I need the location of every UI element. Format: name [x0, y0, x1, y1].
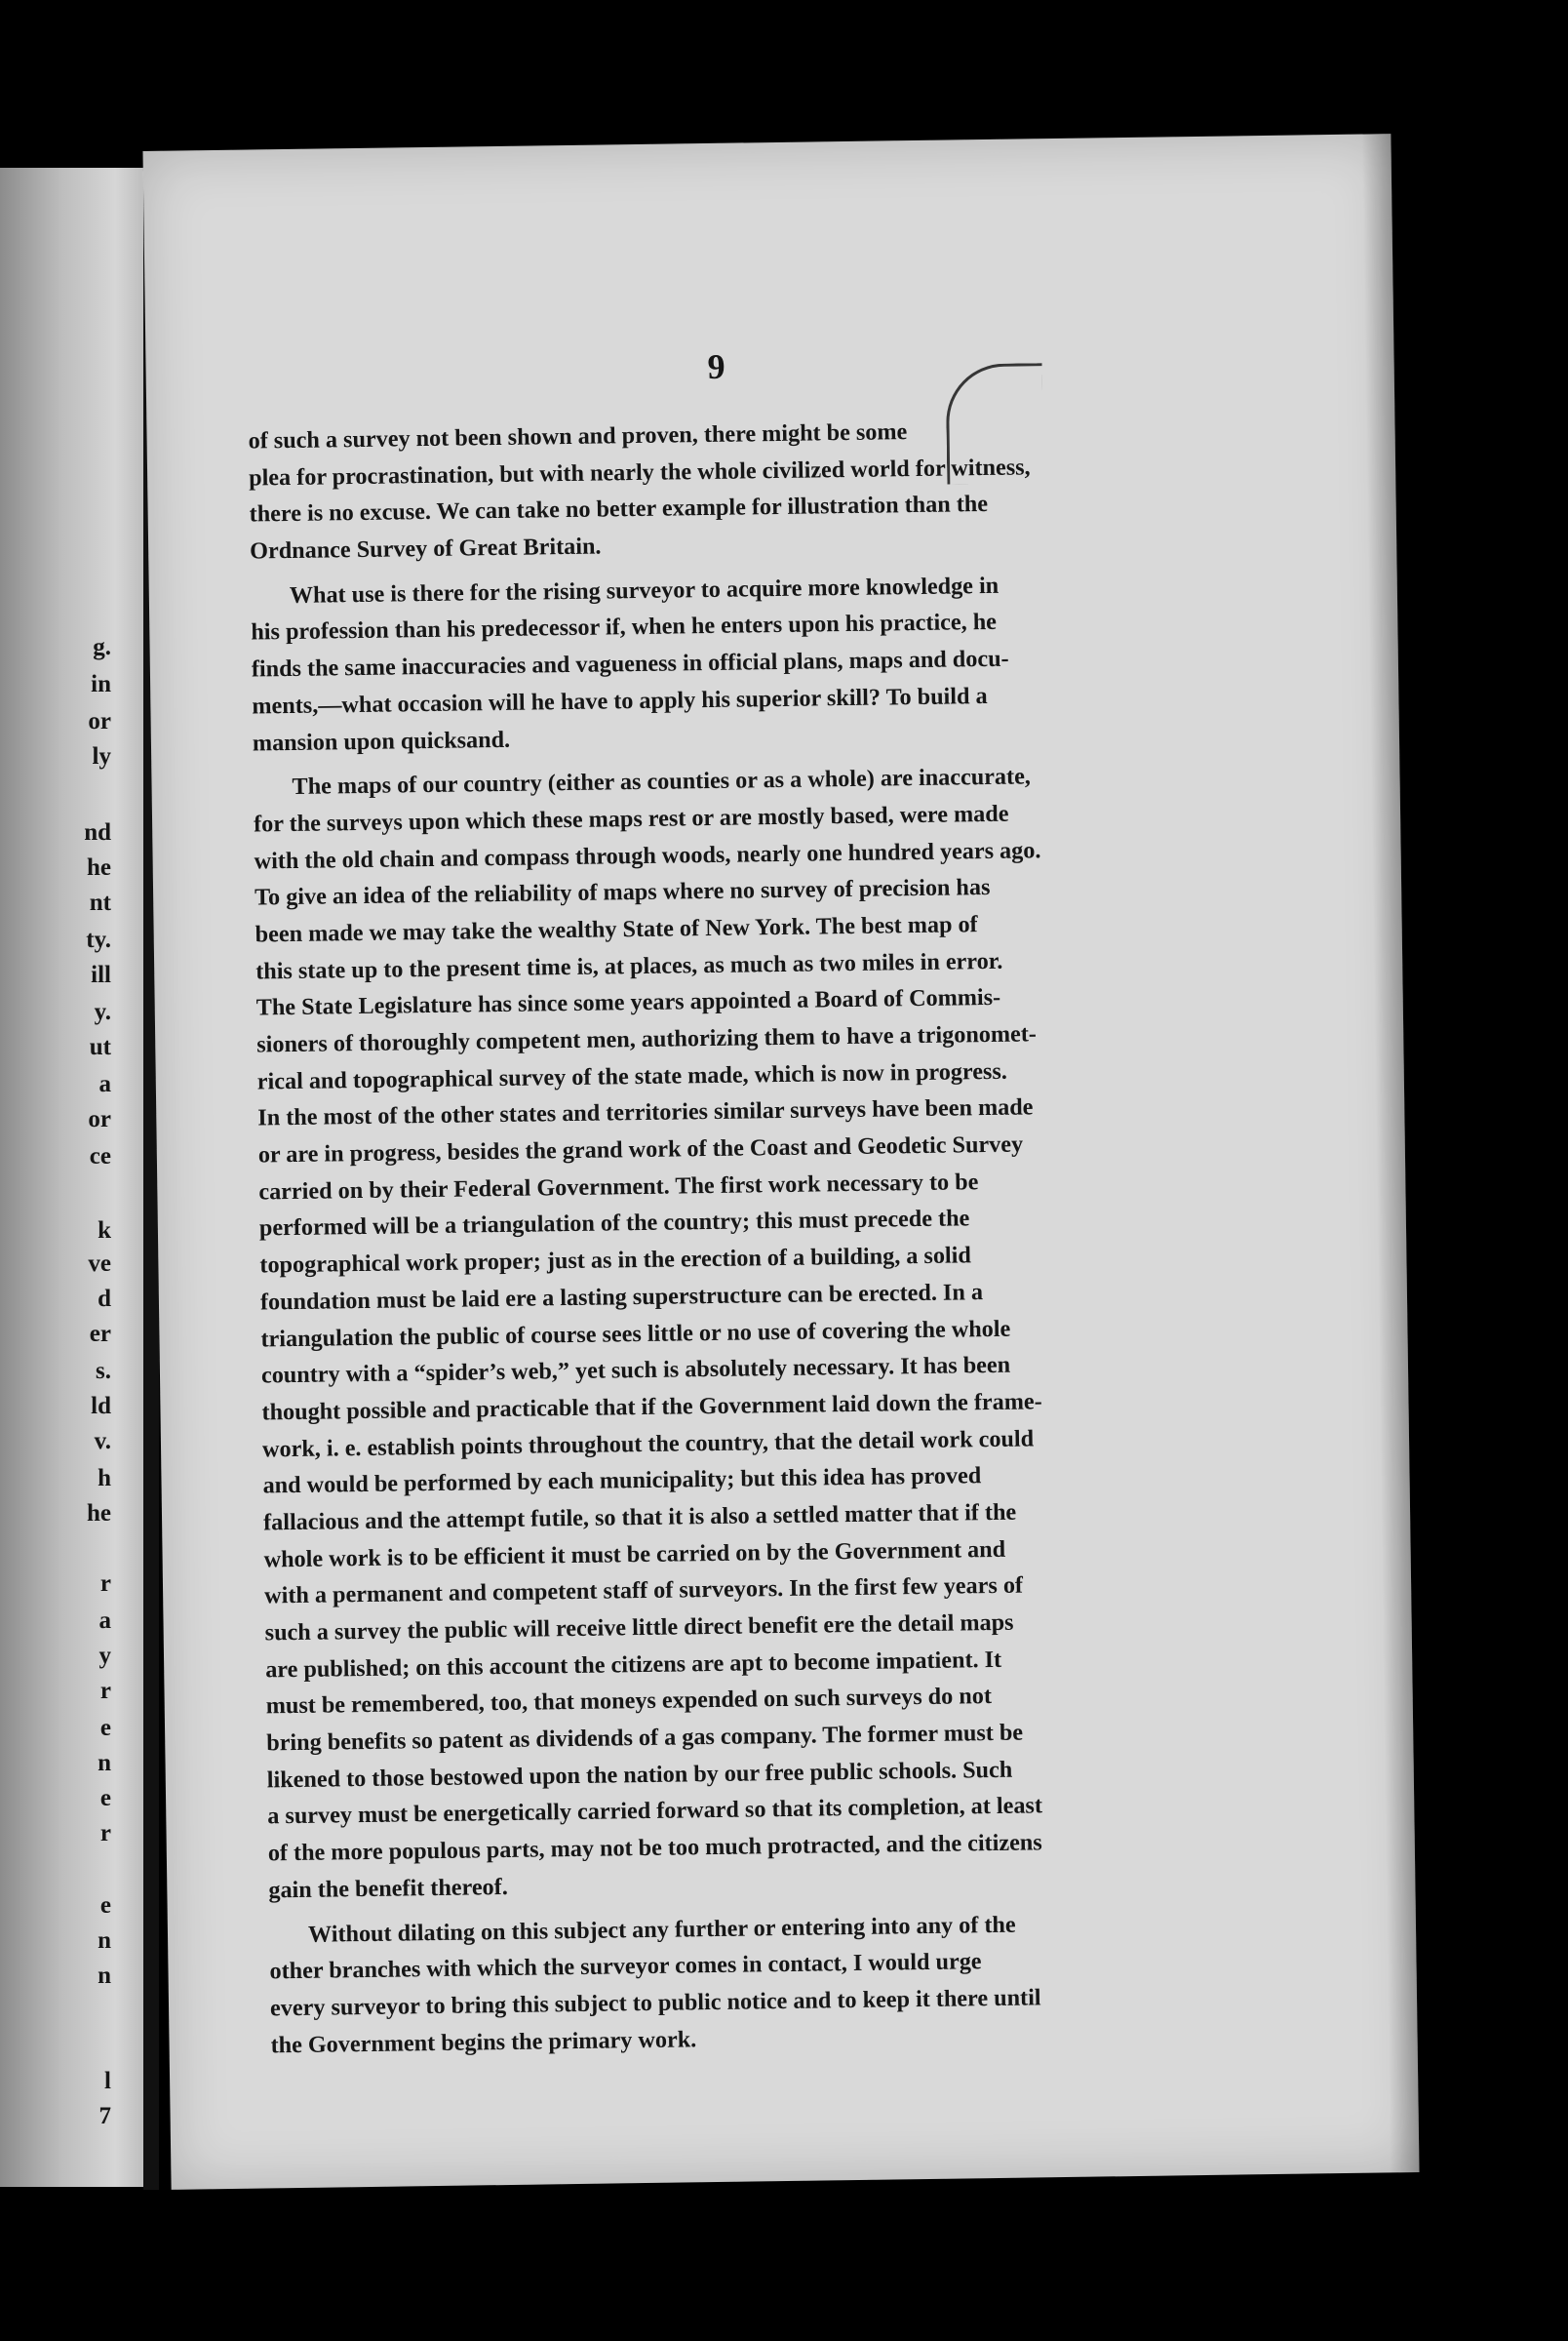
- facing-page-fragment: n: [98, 1927, 111, 1954]
- facing-page-fragment: ld: [91, 1393, 111, 1419]
- text-line: finds the same inaccuracies and vagueness in official plans, maps and docu-: [251, 645, 1009, 683]
- text-line: a survey must be energetically carried forward so that its completion, at least: [267, 1792, 1043, 1830]
- text-line: plea for procrastination, but with nearly the whole civilized world for witness,: [248, 454, 1031, 492]
- text-line: carried on by their Federal Government. The first work necessary to be: [258, 1168, 979, 1206]
- text-line: every surveyor to bring this subject to public notice and to keep it there until: [269, 1984, 1041, 2022]
- text-line: thought possible and practicable that if the Government laid down the frame-: [261, 1388, 1042, 1426]
- facing-page-fragment: a: [98, 1607, 111, 1634]
- text-line: Without dilating on this subject any further or entering into any of the: [307, 1911, 1016, 1948]
- text-line: What use is there for the rising surveyor to acquire more knowledge in: [289, 572, 1000, 609]
- facing-page-fragment: n: [98, 1750, 111, 1776]
- text-line: other branches with which the surveyor comes in contact, I would urge: [269, 1948, 982, 1985]
- text-line: and would be performed by each municipality; but this idea has proved: [262, 1462, 982, 1499]
- text-line: Ordnance Survey of Great Britain.: [250, 533, 602, 565]
- facing-page-fragment: a: [98, 1071, 111, 1097]
- text-line: or are in progress, besides the grand work of the Coast and Geodetic Survey: [257, 1131, 1024, 1169]
- text-line: likened to those bestowed upon the nation by our free public schools. Such: [266, 1756, 1013, 1794]
- text-line: ments,—what occasion will he have to apply his superior skill? To build a: [252, 682, 988, 720]
- book-page: [142, 134, 1419, 2190]
- text-line: for the surveys upon which these maps rest or are mostly based, were made: [253, 800, 1009, 838]
- text-line: fallacious and the attempt futile, so that it is also a settled matter that if the: [262, 1498, 1017, 1536]
- facing-page-fragment: he: [87, 1500, 111, 1527]
- facing-page-fragment: ly: [92, 743, 111, 770]
- text-line: The maps of our country (either as counties or as a whole) are inaccurate,: [292, 763, 1032, 801]
- facing-page-fragment: y: [98, 1643, 111, 1669]
- facing-page-fragment: r: [99, 1820, 111, 1846]
- facing-page-fragment: nd: [84, 819, 111, 846]
- text-line: country with a “spider’s web,” yet such is absolutely necessary. It has been: [260, 1351, 1011, 1389]
- facing-page-edge: [0, 168, 154, 2187]
- page-shadow: [1361, 134, 1419, 2172]
- facing-page-fragment: g.: [93, 634, 111, 660]
- text-line: triangulation the public of course sees little or no use of covering the whole: [260, 1315, 1011, 1352]
- text-line: the Government begins the primary work.: [270, 2025, 697, 2058]
- text-line: of such a survey not been shown and proven, there might be some: [248, 418, 908, 455]
- facing-page-fragment: y.: [94, 999, 111, 1025]
- facing-page-fragment: or: [88, 708, 111, 734]
- text-line: whole work is to be efficient it must be carried on by the Government and: [263, 1535, 1006, 1573]
- text-line: with a permanent and competent staff of surveyors. In the first few years of: [263, 1571, 1024, 1609]
- text-line: To give an idea of the reliability of maps where no survey of precision has: [254, 874, 991, 911]
- text-line: foundation must be laid ere a lasting superstructure can be erected. In a: [259, 1278, 984, 1316]
- text-line: In the most of the other states and territories similar surveys have been made: [257, 1093, 1034, 1131]
- facing-page-fragment: he: [87, 854, 111, 881]
- facing-page-fragment: or: [88, 1106, 111, 1132]
- facing-page-fragment: ty.: [86, 927, 111, 953]
- text-line: topographical work proper; just as in the erection of a building, a solid: [259, 1242, 972, 1279]
- text-line: mansion upon quicksand.: [252, 726, 511, 757]
- text-line: this state up to the present time is, at places, as much as two miles in error.: [255, 947, 1003, 985]
- body-text: [248, 410, 1196, 2063]
- facing-page-fragment: e: [99, 1892, 111, 1919]
- text-line: bring benefits so patent as dividends of a gas company. The former must be: [266, 1719, 1024, 1757]
- facing-page-fragment: s.: [96, 1358, 111, 1384]
- text-line: of the more populous parts, may not be too much protracted, and the citizens: [267, 1829, 1042, 1867]
- text-line: such a survey the public will receive little direct benefit ere the detail maps: [264, 1608, 1014, 1647]
- text-line: rical and topographical survey of the state made, which is now in progress.: [256, 1057, 1008, 1095]
- facing-page-fragment: k: [98, 1217, 111, 1244]
- facing-page-fragment: d: [98, 1286, 111, 1312]
- text-line: sioners of thoroughly competent men, authorizing them to have a trigonomet-: [256, 1020, 1038, 1058]
- facing-page-fragment: 7: [98, 2103, 111, 2129]
- facing-page-fragment: ce: [89, 1143, 111, 1170]
- text-line: must be remembered, too, that moneys expended on such surveys do not: [265, 1683, 993, 1720]
- text-line: performed will be a triangulation of the country; this must precede the: [258, 1205, 970, 1242]
- text-line: with the old chain and compass through woods, nearly one hundred years ago.: [254, 836, 1041, 875]
- text-line: gain the benefit thereof.: [268, 1873, 508, 1904]
- facing-page-fragment: l: [104, 2068, 111, 2094]
- text-line: his profession than his predecessor if, when he enters upon his practice, he: [251, 609, 998, 646]
- facing-page-fragment: ut: [89, 1034, 111, 1060]
- page-number: 9: [707, 346, 725, 386]
- facing-page-fragment: h: [98, 1465, 111, 1491]
- text-line: The State Legislature has since some years appointed a Board of Commis-: [255, 984, 1001, 1021]
- text-line: are published; on this account the citizens are apt to become impatient. It: [265, 1646, 1002, 1684]
- facing-page-fragment: v.: [94, 1428, 111, 1454]
- facing-page-fragment: ill: [91, 962, 111, 988]
- facing-page-fragment: in: [91, 671, 111, 697]
- facing-page-fragment: nt: [89, 890, 111, 916]
- facing-page-fragment: e: [99, 1785, 111, 1811]
- facing-page-fragment: r: [99, 1570, 111, 1597]
- text-line: work, i. e. establish points throughout the country, that the detail work could: [261, 1424, 1035, 1463]
- facing-page-fragment: ve: [88, 1250, 111, 1277]
- facing-page-fragment: r: [99, 1678, 111, 1704]
- facing-page-fragment: n: [98, 1963, 111, 1989]
- facing-page-fragment: e: [99, 1715, 111, 1741]
- text-line: there is no excuse. We can take no better example for illustration than the: [249, 491, 989, 528]
- facing-page-fragment: er: [89, 1321, 111, 1347]
- text-line: been made we may take the wealthy State of New York. The best map of: [255, 911, 978, 948]
